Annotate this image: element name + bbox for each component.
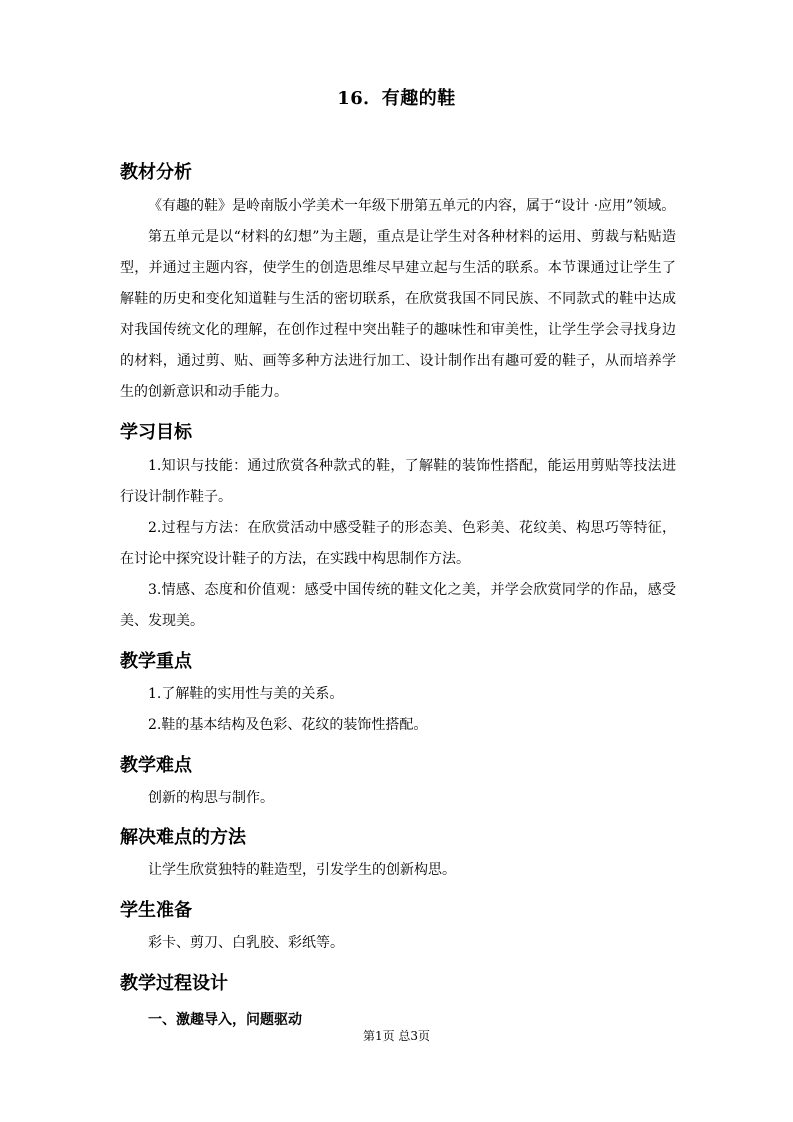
preparation-text: 彩卡、剪刀、白乳胶、彩纸等。 [148,935,344,951]
goal-item-1: 1.知识与技能：通过欣赏各种款式的鞋，了解鞋的装饰性搭配，能运用剪贴等技法进行设计制作鞋子。 [120,458,676,505]
heading-methods: 解决难点的方法 [120,827,246,848]
analysis-paragraph-2: 第五单元是以“材料的幻想”为主题，重点是让学生对各种材料的运用、剪裁与粘贴造型，并通过主题内容，使学生的创造思维尽早建立起与生活的联系。本节课通过让学生了解鞋的历史和变化知道鞋与生活的密切联系，在欣赏我国不同民族、不同款式的鞋中达成对我国传统文化的理解，在创作过程中突出鞋子的趣味性和审美性，让学生学会寻找身边的材料，通过剪、贴、画等多种方法进行加工、设计制作出有趣可爱的鞋子，从而培养学生的创新意识和动手能力。 [120,229,676,400]
heading-key-points: 教学重点 [120,651,192,672]
heading-analysis: 教材分析 [120,162,192,183]
page-footer: 第1页 总3页 [362,1029,431,1043]
heading-process: 教学过程设计 [120,973,228,994]
goal-item-3: 3.情感、态度和价值观：感受中国传统的鞋文化之美，并学会欣赏同学的作品，感受美、发现美。 [120,582,676,629]
document-title: 16．有趣的鞋 [337,88,456,109]
goal-item-2: 2.过程与方法：在欣赏活动中感受鞋子的形态美、色彩美、花纹美、构思巧等特征，在讨论中探究设计鞋子的方法，在实践中构思制作方法。 [120,520,676,567]
difficulties-text: 创新的构思与制作。 [148,790,274,806]
key-point-item-2: 2.鞋的基本结构及色彩、花纹的装饰性搭配。 [148,717,428,733]
heading-goals: 学习目标 [120,422,192,443]
process-subheading-1: 一、激趣导入，问题驱动 [148,1012,302,1028]
analysis-paragraph-1: 《有趣的鞋》是岭南版小学美术一年级下册第五单元的内容，属于“设计 ·应用”领域。 [148,198,676,214]
heading-difficulties: 教学难点 [120,755,192,776]
key-point-item-1: 1.了解鞋的实用性与美的关系。 [148,686,344,702]
heading-preparation: 学生准备 [120,900,192,921]
methods-text: 让学生欣赏独特的鞋造型，引发学生的创新构思。 [148,862,456,878]
